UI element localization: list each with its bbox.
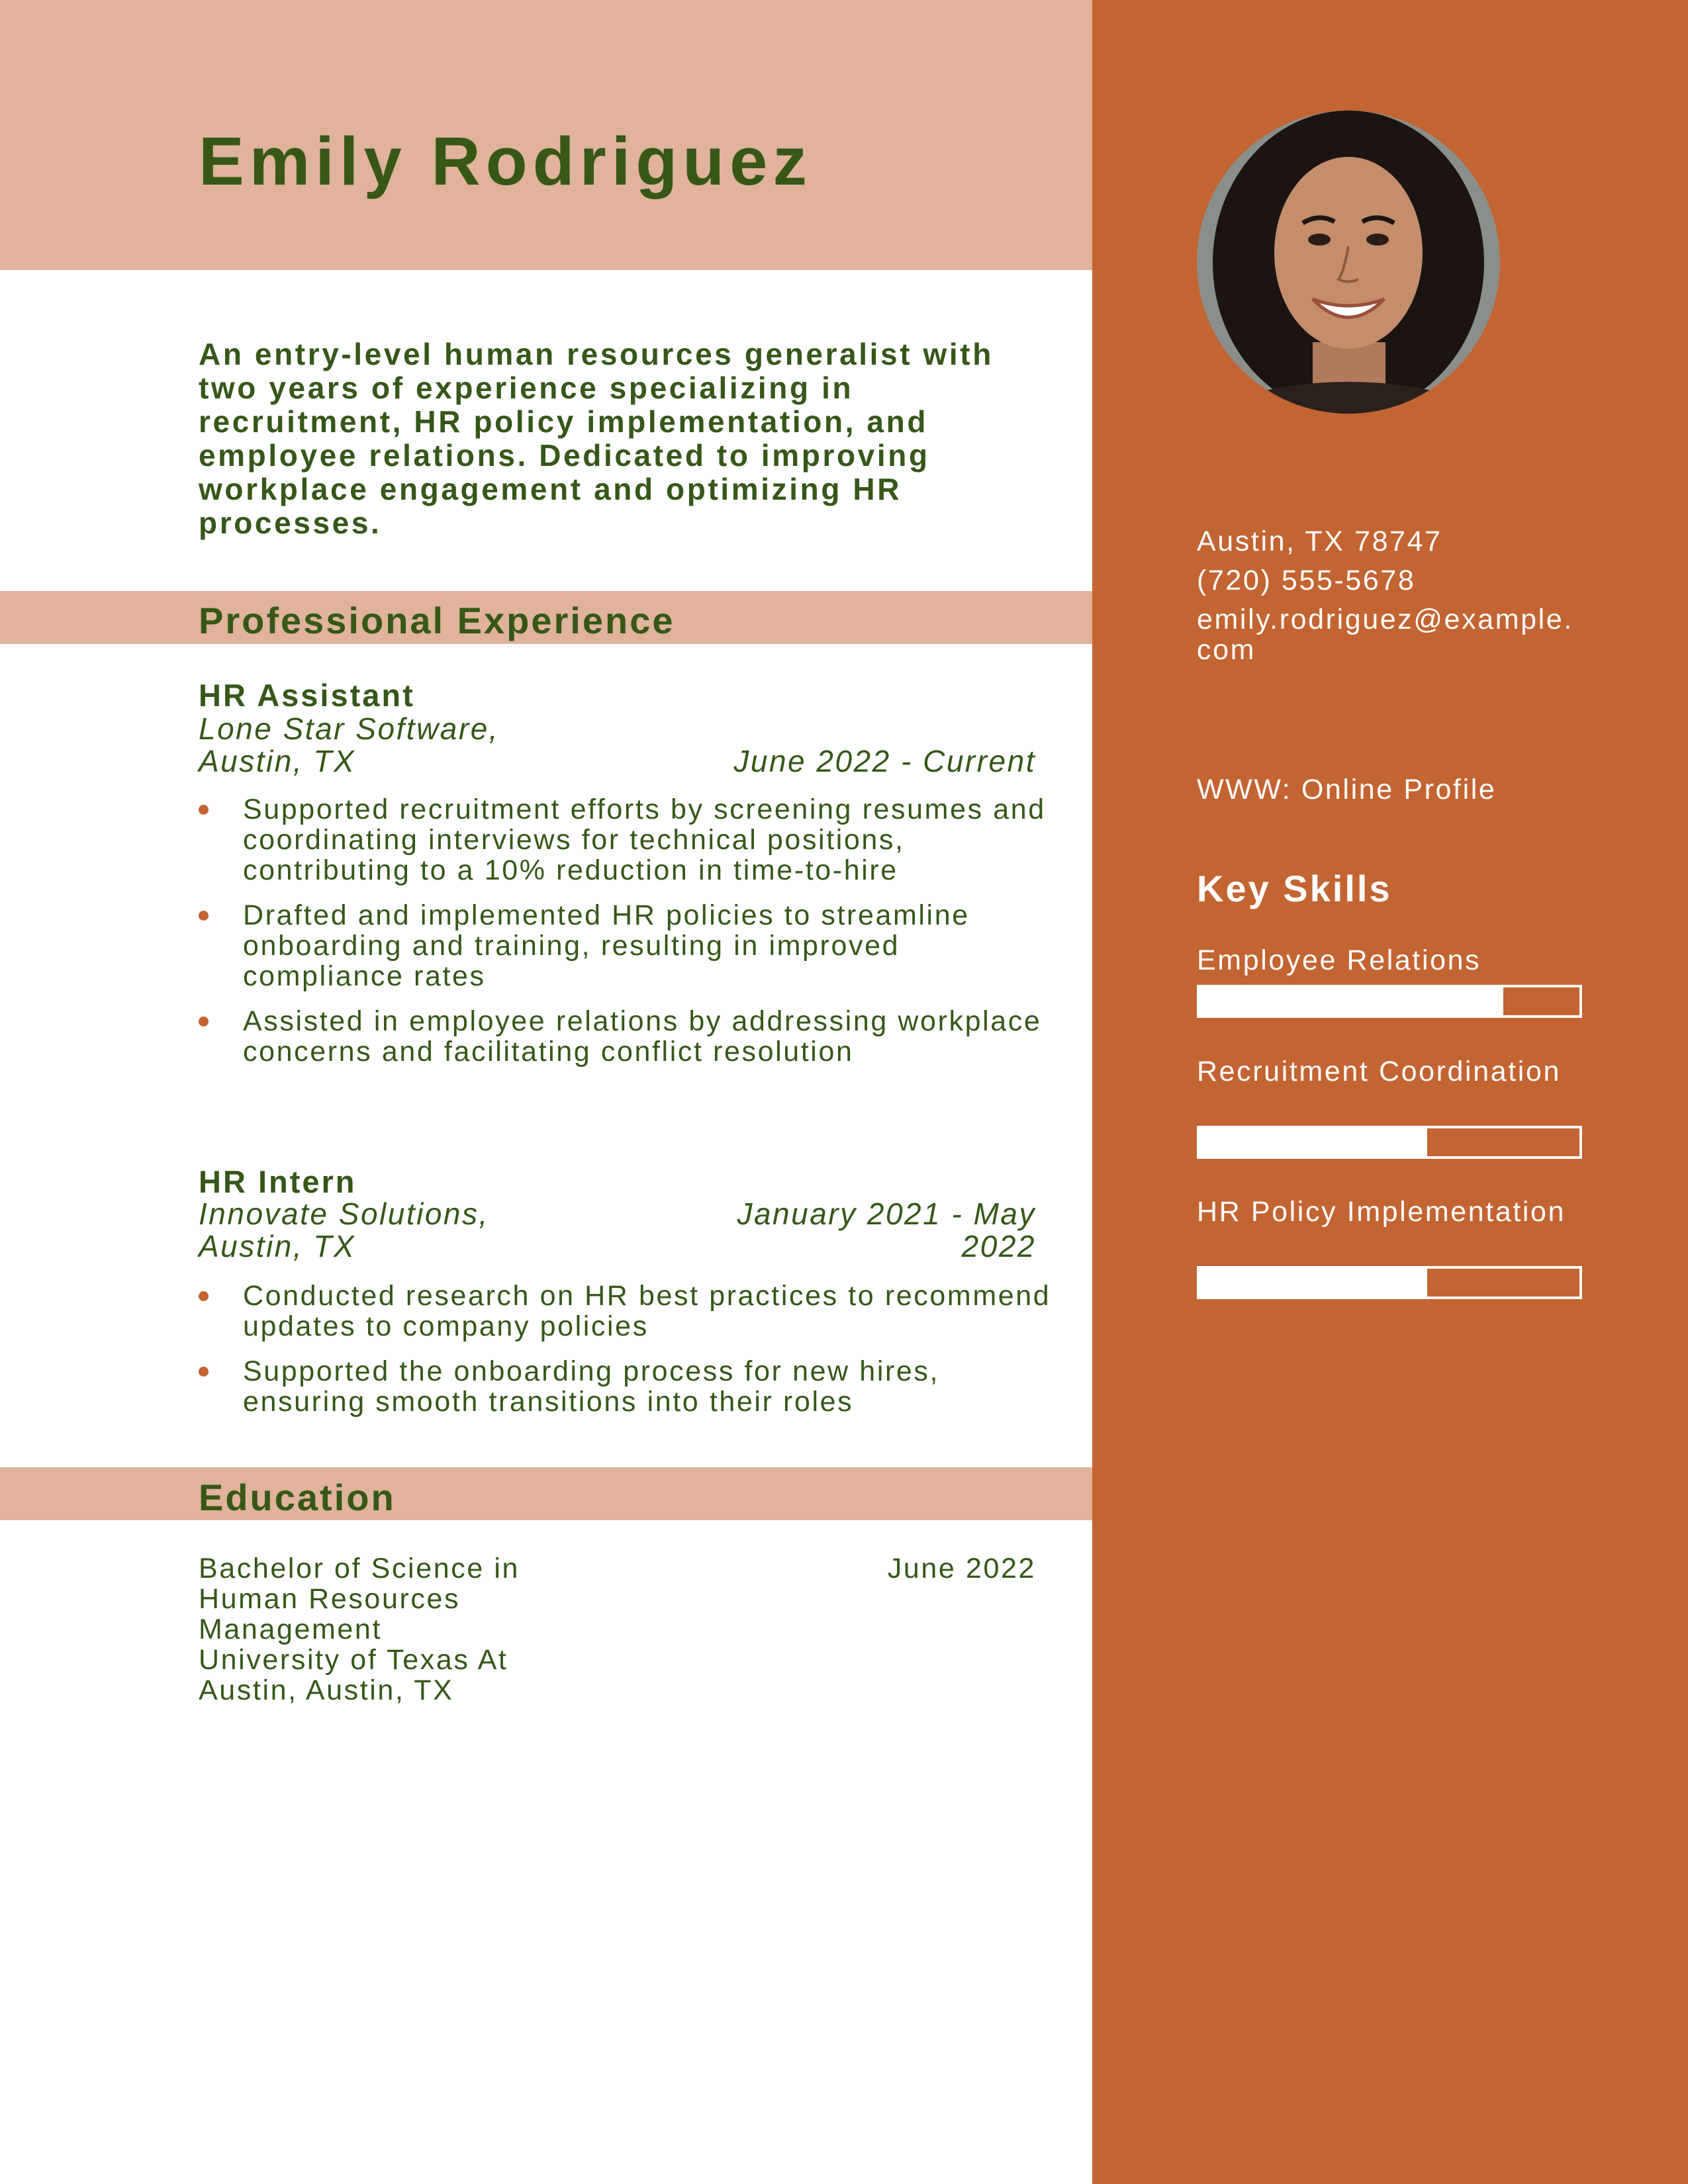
school: University of Texas At Austin, Austin, TX: [199, 1644, 508, 1706]
contact-email[interactable]: emily.rodriguez@example.com: [1197, 604, 1573, 666]
skills-title: Key Skills: [1197, 868, 1392, 909]
job-bullets: [199, 794, 1059, 1081]
education-section-title: Education: [199, 1477, 396, 1518]
bullet-dot-icon: [199, 805, 209, 815]
skill-bar: [1197, 985, 1582, 1018]
bullet-dot-icon: [199, 1367, 209, 1377]
job-dates: January 2021 - May 2022: [737, 1197, 1036, 1263]
job-company: [199, 1198, 569, 1263]
avatar: [1197, 111, 1500, 414]
skill-level-fill: [1199, 1128, 1427, 1156]
education-date: June 2022: [887, 1553, 1036, 1584]
company-name: Innovate Solutions,: [199, 1197, 489, 1231]
bullet-item: Supported recruitment efforts by screening resumes and coordinating interviews for technical positions, contributing to a 10% reduction in time-to-hire: [199, 794, 1059, 886]
skill-bar: [1197, 1266, 1582, 1299]
experience-section-title: Professional Experience: [199, 600, 675, 641]
bullet-dot-icon: [199, 911, 209, 921]
company-name: Lone Star Software,: [199, 711, 500, 746]
skill-label: Employee Relations: [1197, 944, 1481, 976]
job-bullets: [199, 1281, 1059, 1432]
bullet-item: Conducted research on HR best practices to recommend updates to company policies: [199, 1281, 1059, 1342]
bullet-item: Drafted and implemented HR policies to streamline onboarding and training, resulting in improved compliance rates: [199, 900, 1059, 991]
job-company: [199, 713, 569, 778]
skill-label: HR Policy Implementation: [1197, 1196, 1566, 1228]
professional-summary: An entry-level human resources generalist with two years of experience specializing in recruitment, HR policy implementation, and employee relations. Dedicated to improving workplace engagement and optimizing HR processes.: [199, 337, 994, 540]
website-link[interactable]: WWW: Online Profile: [1197, 774, 1497, 805]
bullet-item: Assisted in employee relations by addressing workplace concerns and facilitating conflict resolution: [199, 1006, 1059, 1067]
skill-level-fill: [1199, 987, 1503, 1015]
skill-label: Recruitment Coordination: [1197, 1056, 1561, 1087]
company-location: Austin, TX: [199, 744, 356, 778]
bullet-dot-icon: [199, 1291, 209, 1301]
education-entry: [199, 1553, 569, 1706]
job-dates: June 2022 - Current: [733, 744, 1036, 778]
contact-phone: (720) 555-5678: [1197, 565, 1416, 596]
profile-photo: [1197, 111, 1500, 414]
contact-address: Austin, TX 78747: [1197, 525, 1442, 557]
job-title: HR Intern: [199, 1164, 357, 1199]
skill-bar: [1197, 1126, 1582, 1159]
candidate-name: Emily Rodriguez: [199, 123, 812, 199]
degree: Bachelor of Science in Human Resources Management: [199, 1553, 520, 1645]
bullet-dot-icon: [199, 1017, 209, 1026]
company-location: Austin, TX: [199, 1229, 356, 1263]
skill-level-fill: [1199, 1269, 1427, 1297]
job-title: HR Assistant: [199, 678, 415, 713]
education-section-band: [0, 1467, 1092, 1520]
bullet-item: Supported the onboarding process for new hires, ensuring smooth transitions into their roles: [199, 1356, 1059, 1417]
